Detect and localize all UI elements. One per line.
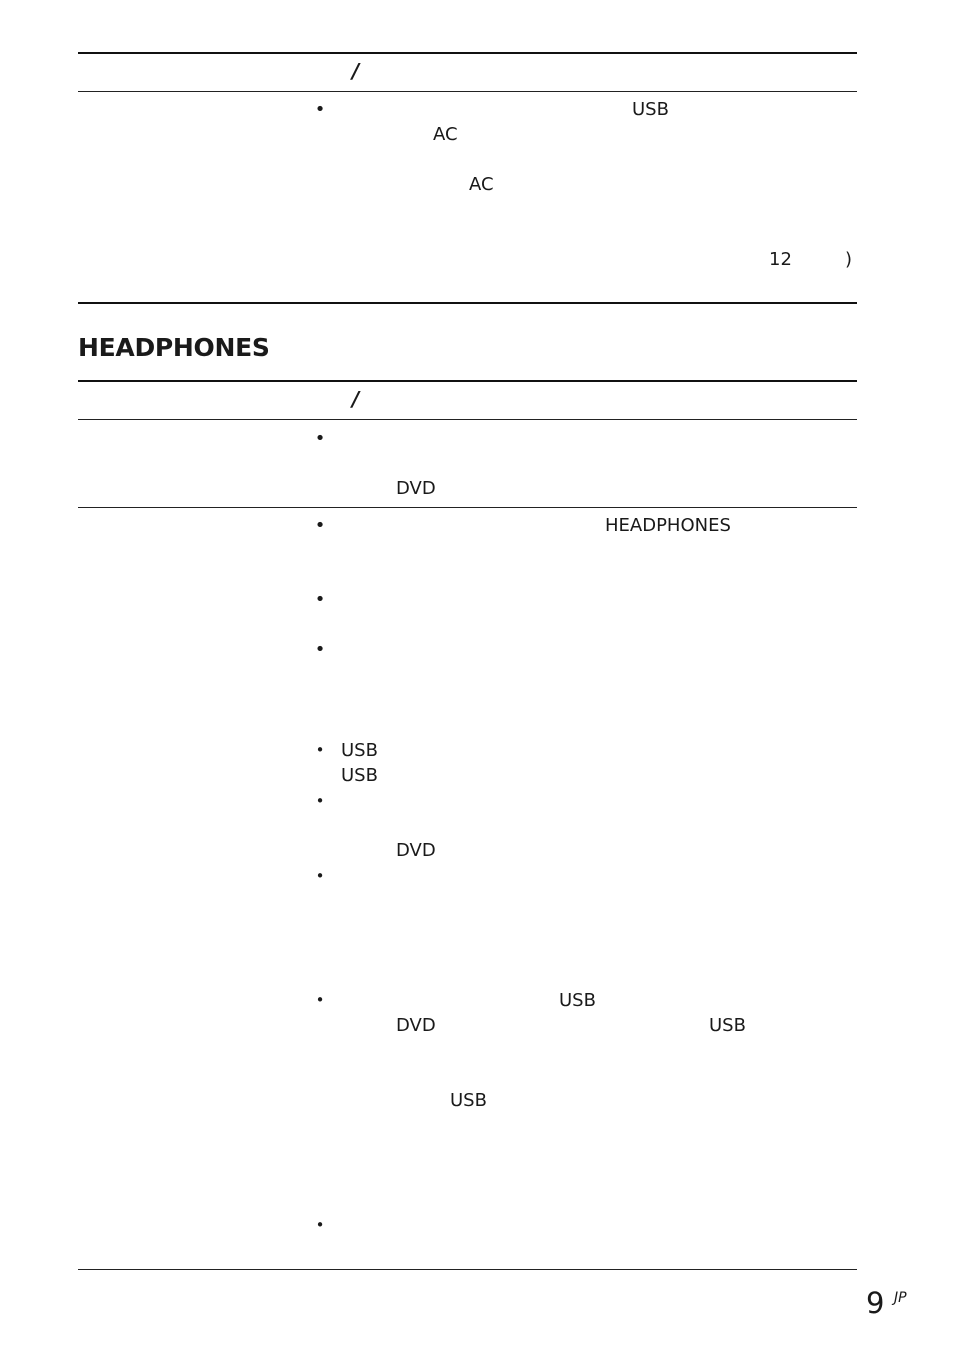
page-number: 9 xyxy=(866,1286,885,1320)
table1-row1-text-usb: USB xyxy=(632,99,669,120)
table2-row2-bullet-8: • xyxy=(315,1216,325,1234)
table2-row2-text-usb-4: USB xyxy=(709,1015,746,1036)
table2-row1-text-dvd: DVD xyxy=(396,478,436,499)
table2-row2-bullet-3: • xyxy=(314,639,326,660)
table1-row1-text-page-ref: 12 xyxy=(769,249,792,270)
table2-row1-bullet: • xyxy=(314,428,326,449)
section-heading: HEADPHONES xyxy=(78,333,270,362)
table1-top-rule xyxy=(78,52,857,54)
table2-row2-bullet-6: • xyxy=(315,867,325,885)
table1-header-rule xyxy=(78,91,857,92)
table2-header-slash: / xyxy=(352,387,360,411)
table2-bottom-rule xyxy=(78,1269,857,1270)
table1-row1-text-ac: AC xyxy=(433,124,458,145)
table2-row2-bullet-5: • xyxy=(315,792,325,810)
table2-row2-text-usb-1: USB xyxy=(341,740,378,761)
table2-row2-text-usb-2: USB xyxy=(341,765,378,786)
table2-row1-rule xyxy=(78,507,857,508)
table2-row2-text-usb-5: USB xyxy=(450,1090,487,1111)
table2-row2-text-dvd-2: DVD xyxy=(396,1015,436,1036)
table2-row2-text-headphones: HEADPHONES xyxy=(605,515,731,536)
table2-row2-bullet-1: • xyxy=(314,515,326,536)
table1-row1-text-ac-2: AC xyxy=(469,174,494,195)
table1-header-slash: / xyxy=(352,59,360,83)
table2-row2-text-usb-3: USB xyxy=(559,990,596,1011)
table2-row2-bullet-4: • xyxy=(315,741,325,759)
table2-top-rule xyxy=(78,380,857,382)
table2-header-rule xyxy=(78,419,857,420)
table1-row1-text-paren: ) xyxy=(845,249,853,270)
page-language-suffix: JP xyxy=(894,1290,907,1306)
table1-bottom-rule xyxy=(78,302,857,304)
table2-row2-bullet-2: • xyxy=(314,589,326,610)
table2-row2-bullet-7: • xyxy=(315,991,325,1009)
table2-row2-text-dvd-1: DVD xyxy=(396,840,436,861)
table1-row1-bullet: • xyxy=(314,99,326,120)
